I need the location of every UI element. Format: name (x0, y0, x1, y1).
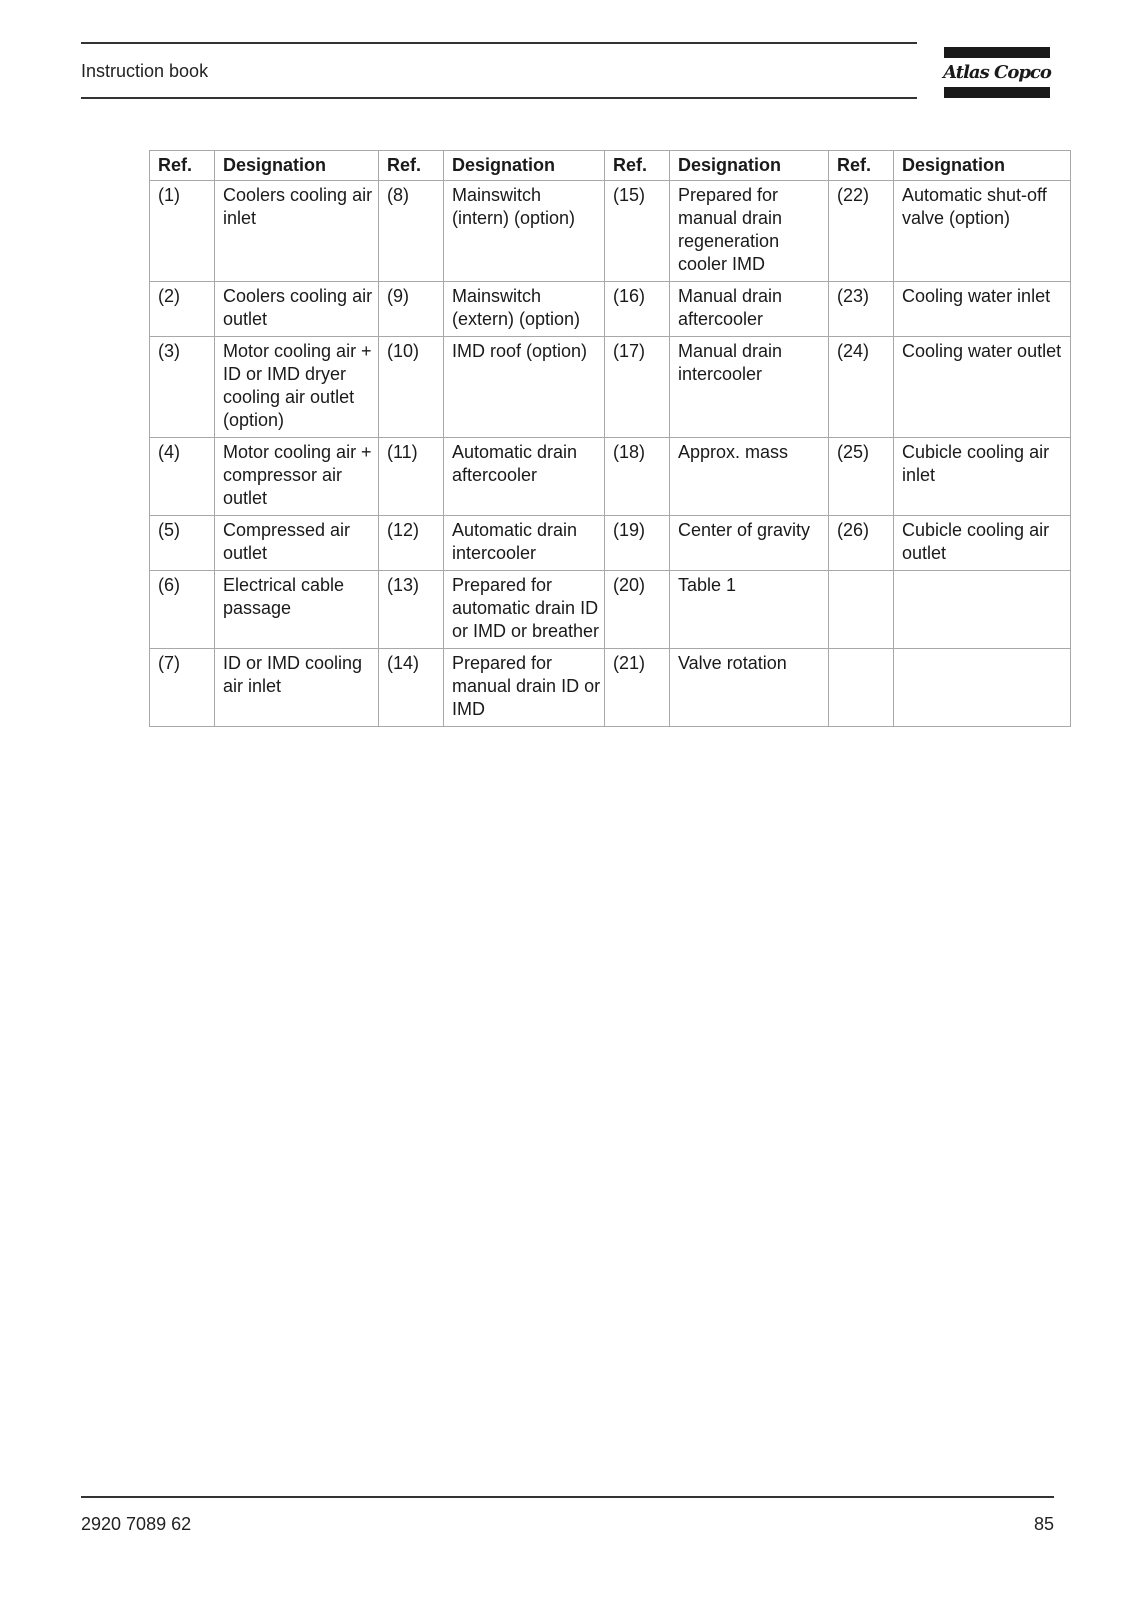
designation-cell: ID or IMD cooling air inlet (215, 649, 379, 727)
ref-cell: (24) (829, 337, 894, 438)
ref-cell: (13) (379, 571, 444, 649)
column-header: Ref. (379, 151, 444, 181)
column-header: Ref. (150, 151, 215, 181)
designation-cell (894, 649, 1071, 727)
atlas-copco-logo (944, 47, 1050, 99)
designation-cell: IMD roof (option) (444, 337, 605, 438)
ref-cell: (26) (829, 516, 894, 571)
designation-cell: Approx. mass (670, 438, 829, 516)
designation-cell: Table 1 (670, 571, 829, 649)
ref-cell: (2) (150, 282, 215, 337)
ref-cell: (14) (379, 649, 444, 727)
ref-cell: (3) (150, 337, 215, 438)
ref-cell: (6) (150, 571, 215, 649)
designation-cell: Prepared for manual drain ID or IMD (444, 649, 605, 727)
ref-cell: (25) (829, 438, 894, 516)
reference-table (149, 150, 1071, 727)
ref-cell: (17) (605, 337, 670, 438)
designation-cell: Valve rotation (670, 649, 829, 727)
designation-cell: Prepared for manual drain regeneration cooler IMD (670, 181, 829, 282)
designation-cell: Center of gravity (670, 516, 829, 571)
ref-cell: (20) (605, 571, 670, 649)
column-header: Ref. (829, 151, 894, 181)
designation-cell: Cooling water inlet (894, 282, 1071, 337)
table-row (150, 438, 1071, 516)
document-number: 2920 7089 62 (81, 1514, 192, 1534)
ref-cell (829, 571, 894, 649)
table-header-row (150, 151, 1071, 181)
ref-cell: (8) (379, 181, 444, 282)
ref-cell: (9) (379, 282, 444, 337)
column-header: Designation (670, 151, 829, 181)
column-header: Designation (215, 151, 379, 181)
table-row (150, 337, 1071, 438)
ref-cell: (18) (605, 438, 670, 516)
designation-cell: Cubicle cooling air outlet (894, 516, 1071, 571)
ref-cell: (21) (605, 649, 670, 727)
ref-cell: (7) (150, 649, 215, 727)
ref-cell: (11) (379, 438, 444, 516)
designation-cell: Compressed air outlet (215, 516, 379, 571)
ref-cell: (22) (829, 181, 894, 282)
designation-cell: Cooling water outlet (894, 337, 1071, 438)
column-header: Ref. (605, 151, 670, 181)
column-header: Designation (894, 151, 1071, 181)
logo-wordmark: Atlas Copco (943, 62, 1051, 83)
ref-cell: (16) (605, 282, 670, 337)
designation-cell: Coolers cooling air outlet (215, 282, 379, 337)
footer-rule (81, 1496, 1054, 1498)
ref-cell: (10) (379, 337, 444, 438)
designation-cell: Mainswitch (intern) (option) (444, 181, 605, 282)
designation-cell: Mainswitch (extern) (option) (444, 282, 605, 337)
designation-cell: Prepared for automatic drain ID or IMD or breather (444, 571, 605, 649)
header-rule-top (81, 42, 917, 44)
ref-cell: (1) (150, 181, 215, 282)
designation-cell (894, 571, 1071, 649)
ref-cell: (4) (150, 438, 215, 516)
ref-cell: (12) (379, 516, 444, 571)
table-row (150, 282, 1071, 337)
table-row (150, 516, 1071, 571)
designation-cell: Manual drain intercooler (670, 337, 829, 438)
logo-bar-top (944, 47, 1050, 58)
table-row (150, 649, 1071, 727)
ref-cell: (23) (829, 282, 894, 337)
page-number: 85 (1033, 1514, 1054, 1534)
designation-cell: Coolers cooling air inlet (215, 181, 379, 282)
designation-cell: Automatic drain aftercooler (444, 438, 605, 516)
table-row (150, 571, 1071, 649)
ref-cell: (19) (605, 516, 670, 571)
header-rule-bottom (81, 97, 917, 99)
designation-cell: Manual drain aftercooler (670, 282, 829, 337)
designation-cell: Motor cooling air + ID or IMD dryer cooling air outlet (option) (215, 337, 379, 438)
ref-cell: (15) (605, 181, 670, 282)
designation-cell: Automatic drain intercooler (444, 516, 605, 571)
designation-cell: Electrical cable passage (215, 571, 379, 649)
designation-cell: Motor cooling air + compressor air outlet (215, 438, 379, 516)
designation-cell: Cubicle cooling air inlet (894, 438, 1071, 516)
header-title: Instruction book (81, 61, 209, 81)
logo-bar-bottom (944, 87, 1050, 98)
designation-cell: Automatic shut-off valve (option) (894, 181, 1071, 282)
column-header: Designation (444, 151, 605, 181)
table-row (150, 181, 1071, 282)
ref-cell (829, 649, 894, 727)
ref-cell: (5) (150, 516, 215, 571)
